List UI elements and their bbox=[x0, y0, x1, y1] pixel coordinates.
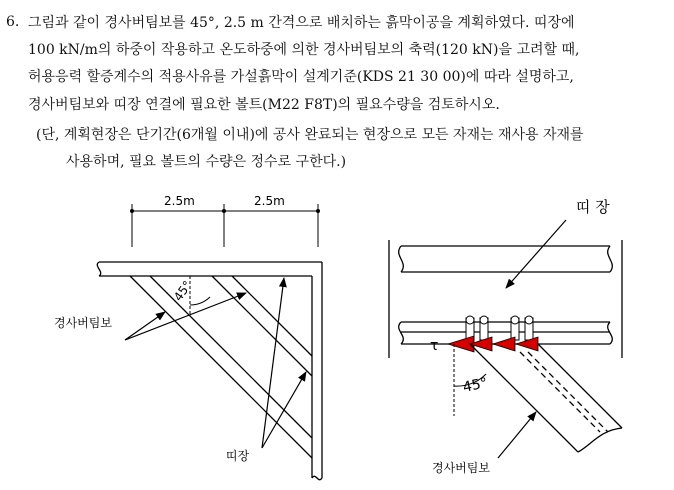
question-line-3: 허용응력 할증계수의 적용사유를 가설흙막이 설계기준(KDS 21 30 00)에 따라 설명하고, bbox=[28, 69, 574, 85]
dimension-dot bbox=[222, 209, 226, 213]
leader-arrow bbox=[506, 220, 566, 288]
question-number: 6. bbox=[6, 14, 20, 30]
question-line-1: 그림과 같이 경사버팀보를 45°, 2.5 m 간격으로 배치하는 흙막이공을 계획하였다. 띠장에 bbox=[28, 15, 575, 31]
label-tau: τ bbox=[430, 338, 439, 354]
dimension-label-1: 2.5m bbox=[164, 194, 195, 208]
label-inclined-strut: 경사버팀보 bbox=[54, 316, 112, 330]
leader-arrow bbox=[498, 412, 536, 458]
angle-label-right: 45° bbox=[461, 375, 490, 396]
strut-section bbox=[470, 344, 622, 452]
dimension-dot bbox=[130, 209, 134, 213]
bolt-heads bbox=[466, 316, 533, 324]
dimension-label-2: 2.5m bbox=[254, 194, 285, 208]
question-note-line-2: 사용하며, 필요 볼트의 수량은 정수로 구한다.) bbox=[66, 154, 347, 170]
question-line-2: 100 kN/m의 하중이 작용하고 온도하중에 의한 경사버팀보의 축력(120 kN)을 고려할 때, bbox=[28, 42, 580, 58]
leader-arrow bbox=[262, 372, 306, 448]
bolt-head bbox=[511, 316, 519, 324]
leader-arrow bbox=[125, 293, 246, 340]
question-line-4: 경사버팀보와 띠장 연결에 필요한 볼트(M22 F8T)의 필요수량을 검토하시오. bbox=[28, 97, 500, 113]
leader-arrow bbox=[125, 312, 165, 340]
label-wale-right: 띠 장 bbox=[576, 198, 610, 216]
wale-beam-horizontal bbox=[97, 262, 322, 276]
shear-arrow bbox=[493, 337, 515, 351]
dimension-dot bbox=[316, 209, 320, 213]
bolt-head bbox=[466, 316, 474, 324]
label-wale: 띠장 bbox=[226, 449, 250, 463]
leader-arrow bbox=[262, 278, 284, 448]
inclined-strut-2 bbox=[212, 276, 312, 376]
bolt-head bbox=[525, 316, 533, 324]
label-inclined-strut-right: 경사버팀보 bbox=[432, 461, 490, 475]
bolt-group bbox=[466, 318, 533, 340]
wale-beam-vertical bbox=[312, 262, 322, 480]
angle-arc bbox=[190, 297, 210, 305]
question-note-line-1: (단, 계획현장은 단기간(6개월 이내)에 공사 완료되는 현장으로 모든 자재는 재사용 자재를 bbox=[36, 127, 584, 143]
bolt-head bbox=[480, 316, 488, 324]
angle-label: 45° bbox=[170, 278, 195, 304]
